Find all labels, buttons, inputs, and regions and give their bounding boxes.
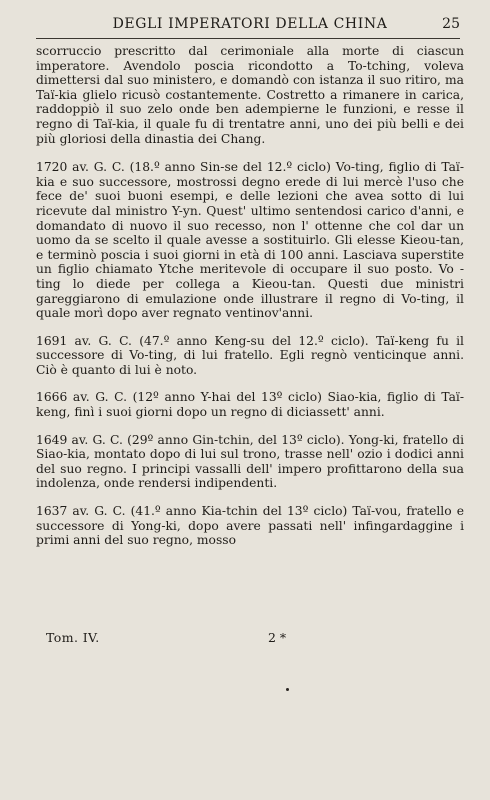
running-title: DEGLI IMPERATORI DELLA CHINA	[112, 16, 388, 32]
body-text	[36, 44, 464, 561]
paragraph-1720: 1720 av. G. C. (18.º anno Sin-se del 12.º ciclo) Vo-ting, figlio di Taï-kia e suo successore, mostrossi degno erede di lui mercè l'uso che fece de' suoi buoni esempi, e delle lezioni che avea sotto di lui ricevute dal ministro Y-yn. Quest' ultimo sentendosi carico d'anni, e domandato di nuovo il suo recesso, non l' ottenne che col dar un uomo da se scelto il quale avesse a sostituirlo. Gli elesse Kieou-tan, e terminò poscia i suoi giorni in età di 100 anni. Lasciava superstite un figlio chiamato Ytche meritevole di occupare il suo posto. Vo - ting lo diede per collega a Kieou-tan. Questi due ministri gareggiarono di emulazione onde illustrare il regno di Vo-ting, il quale morì dopo aver regnato ventinov'anni.	[36, 160, 464, 321]
paragraph-continuation: scorruccio prescritto dal cerimoniale alla morte di ciascun imperatore. Avendolo poscia ricondotto a To-tching, voleva dimettersi dal suo ministero, e domandò con istanza il suo ritiro, ma Taï-kia glielo ricusò costantemente. Costretto a rimanere in carica, raddoppiò il suo zelo onde ben adempierne le funzioni, e resse il regno di Taï-kia, il quale fu di trentatre anni, uno dei più belli e dei più gloriosi della dinastia dei Chang.	[36, 44, 464, 146]
ink-dot	[286, 688, 289, 691]
signature-mark: 2 *	[268, 630, 287, 645]
paragraph-1649: 1649 av. G. C. (29º anno Gin-tchin, del 13º ciclo). Yong-ki, fratello di Siao-kia, montato dopo di lui sul trono, trasse nell' ozio i dodici anni del suo regno. I principi vassalli dell' impero profittarono della sua indolenza, onde rendersi indipendenti.	[36, 432, 464, 491]
paragraph-1691: 1691 av. G. C. (47.º anno Keng-su del 12.º ciclo). Taï-keng fu il successore di Vo-ting, di lui fratello. Egli regnò venticinque anni. Ciò è quanto di lui è noto.	[36, 333, 464, 377]
paragraph-1637: 1637 av. G. C. (41.º anno Kia-tchin del 13º ciclo) Taï-vou, fratello e successore di Yong-ki, dopo avere passati nell' infingardaggine i primi anni del suo regno, mosso	[36, 504, 464, 548]
page-number: 25	[442, 16, 460, 32]
header-rule	[36, 38, 460, 39]
running-header	[40, 14, 460, 36]
page-footer	[36, 630, 464, 648]
paragraph-1666: 1666 av. G. C. (12º anno Y-hai del 13º ciclo) Siao-kia, figlio di Taï-keng, finì i suoi giorni dopo un regno di diciassett' anni.	[36, 390, 464, 420]
volume-label: Tom. IV.	[46, 630, 100, 645]
